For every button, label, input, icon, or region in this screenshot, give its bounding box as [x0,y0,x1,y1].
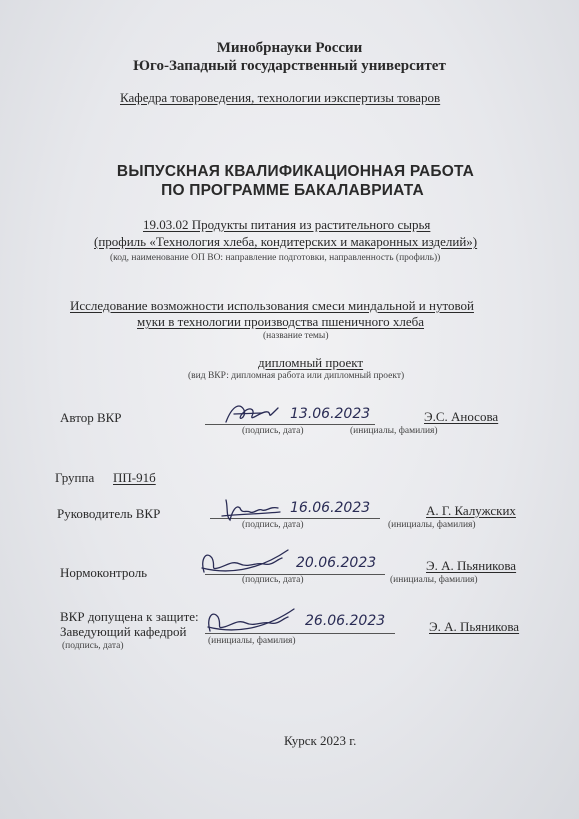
topic-line2: муки в технологии производства пшеничного хлеба [137,314,425,329]
supervisor-hint-name: (инициалы, фамилия) [388,520,476,530]
author-name: Э.С. Аносова [424,409,499,424]
work-type-value: дипломный проект [258,355,364,370]
work-type-hint: (вид ВКР: дипломная работа или дипломный проект) [188,371,405,381]
document-title-line1: ВЫПУСКНАЯ КВАЛИФИКАЦИОННАЯ РАБОТА [116,163,475,180]
topic-line1: Исследование возможности использования смеси миндальной и нутовой [70,298,474,313]
normcontrol-hint-sign: (подпись, дата) [242,575,304,585]
author-label: Автор ВКР [60,410,122,425]
group-value: ПП-91б [113,470,156,485]
supervisor-label: Руководитель ВКР [57,506,161,521]
admission-name: Э. А. Пьяникова [429,619,520,634]
admission-signature [202,603,298,637]
admission-label: ВКР допущена к защите: [60,609,199,624]
author-hint-name: (инициалы, фамилия) [350,426,438,436]
group-label: Группа [55,470,95,485]
university-name: Юго-Западный государственный университет [133,58,446,74]
normcontrol-hint-name: (инициалы, фамилия) [390,575,478,585]
normcontrol-label: Нормоконтроль [60,565,148,580]
normcontrol-date: 20.06.2023 [296,555,377,571]
author-date: 13.06.2023 [290,406,371,422]
author-hint-sign: (подпись, дата) [242,426,304,436]
supervisor-name: А. Г. Калужских [426,503,516,518]
place-and-year: Курск 2023 г. [284,733,357,748]
department-name: Кафедра товароведения, технологии иэкспертизы товаров [120,90,441,105]
admission-hint-name: (инициалы, фамилия) [208,636,296,646]
normcontrol-name: Э. А. Пьяникова [426,558,517,573]
head-of-department-label: Заведующий кафедрой [60,624,187,639]
program-code-name: 19.03.02 Продукты питания из растительного сырья [143,217,431,232]
document-title-line2: ПО ПРОГРАММЕ БАКАЛАВРИАТА [161,182,424,199]
normcontrol-signature [196,544,292,578]
admission-hint-sign: (подпись, дата) [62,641,124,651]
admission-date: 26.06.2023 [305,613,386,629]
topic-hint: (название темы) [263,331,329,341]
supervisor-date: 16.06.2023 [290,500,371,516]
ministry-name: Минобрнауки России [216,40,363,56]
program-profile: (профиль «Технология хлеба, кондитерских и макаронных изделий») [94,234,478,249]
program-hint: (код, наименование ОП ВО: направление подготовки, направленность (профиль)) [110,253,441,263]
author-signature [222,400,282,428]
supervisor-hint-sign: (подпись, дата) [242,520,304,530]
